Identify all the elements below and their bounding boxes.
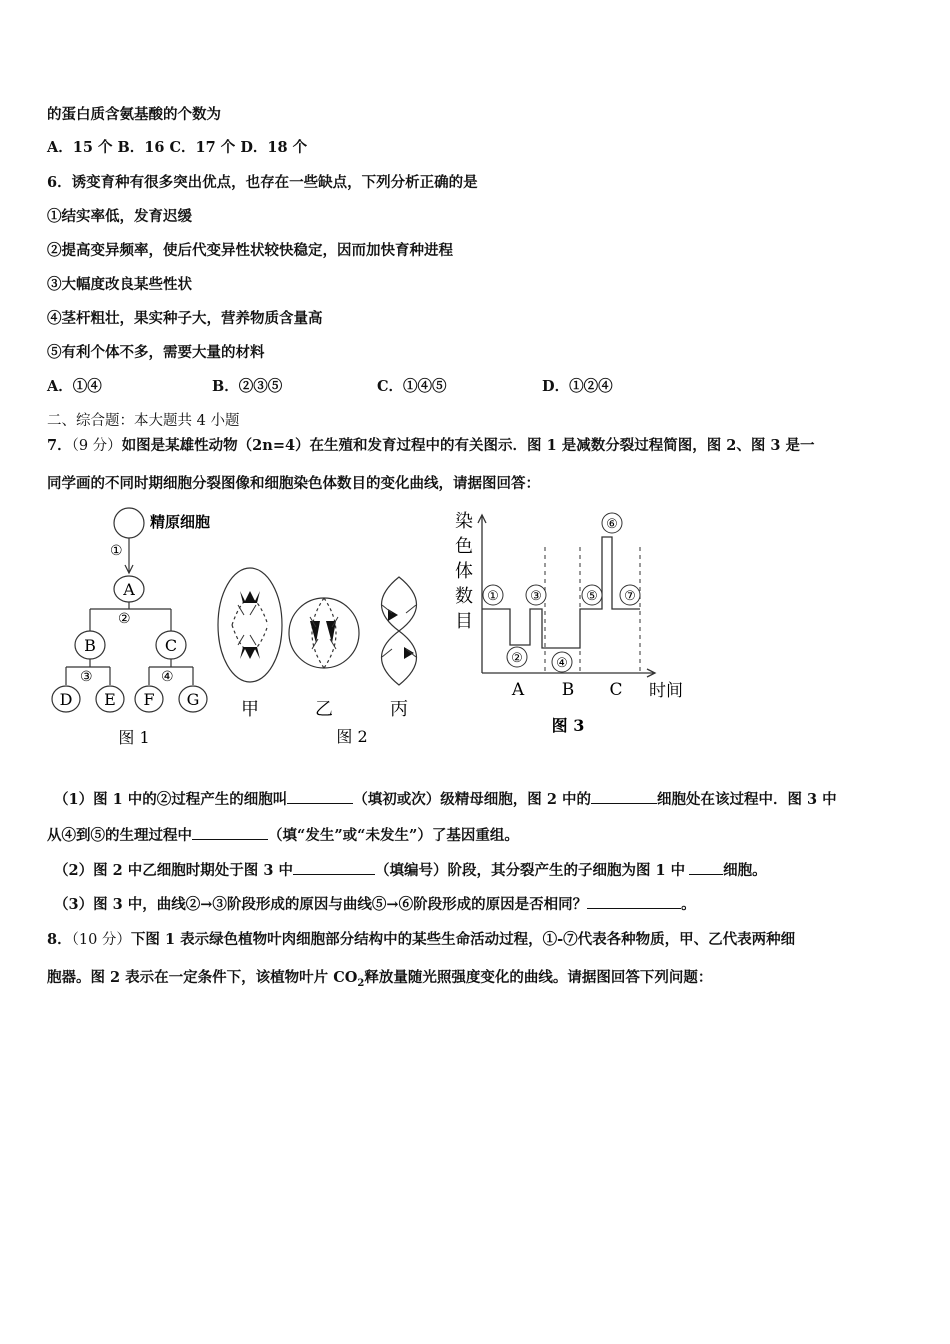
q7-score: （9 分） [71, 438, 122, 454]
tick-c-label: C [609, 680, 623, 700]
q5-options: A．15 个 B．16 C．17 个 D．18 个 [47, 139, 308, 156]
figure-1-title: 精原细胞 [150, 513, 211, 531]
node-f-label: F [143, 690, 155, 709]
q7-sub-2-text-a: （2）图 2 中乙细胞时期处于图 3 中 [54, 862, 293, 879]
q7-sub-2-text-b: （填编号）阶段，其分裂产生的子细胞为图 1 中 [374, 862, 686, 879]
q7-stem-line-1 [47, 434, 815, 455]
q6-stem: 6．诱变育种有很多突出优点，也存在一些缺点，下列分析正确的是 [47, 174, 478, 191]
cell-bing-label: 丙 [390, 699, 408, 720]
figure-2-cell-division-images [212, 565, 424, 755]
step-2-label: ② [118, 611, 131, 627]
q8-stem-text-2a: 胞器。图 2 表示在一定条件下，该植物叶片 CO [47, 969, 358, 986]
node-g-label: G [186, 690, 200, 709]
figure-2-caption: 图 2 [336, 727, 368, 746]
q7-sub-1-text-c: 细胞处在该过程中．图 3 中 [656, 791, 837, 808]
y-label-char-1: 染 [455, 511, 473, 532]
q7-sub-1-line-2 [47, 824, 519, 845]
figure-1-meiosis-diagram [44, 503, 224, 751]
q6-item-2: ②提高变异频率，使后代变异性状较快稳定，因而加快育种进程 [47, 242, 453, 259]
q6-item-5: ⑤有利个体不多，需要大量的材料 [47, 344, 265, 361]
q7-sub-1-line-1 [54, 788, 837, 809]
cell-yi [289, 598, 359, 668]
step-1-label: ① [110, 543, 123, 559]
node-b-label: B [84, 636, 96, 655]
step-3-label: ③ [80, 669, 93, 685]
q6-item-1: ①结实率低，发育迟缓 [47, 208, 192, 225]
q6-option-b: B．②③⑤ [212, 378, 283, 395]
node-a-label: A [123, 580, 135, 599]
q8-stem-line-2 [47, 966, 712, 989]
co2-subscript: 2 [357, 977, 365, 989]
y-label-char-5: 目 [455, 611, 473, 632]
segment-6-label: ⑥ [606, 517, 618, 532]
q7-sub-1-text-d: 从④到⑤的生理过程中 [47, 827, 192, 844]
figure-3-caption: 图 3 [551, 716, 585, 735]
segment-1-label: ① [487, 589, 499, 604]
cell-jia-label: 甲 [241, 699, 259, 720]
q7-stem-line-2: 同学画的不同时期细胞分裂图像和细胞染色体数目的变化曲线，请据图回答： [47, 475, 540, 492]
q7-stem-text-1: 如图是某雄性动物（2n=4）在生殖和发育过程中的有关图示．图 1 是减数分裂过程简图，图 2、图 3 是一 [121, 437, 815, 454]
q7-sub-3-line [54, 893, 696, 914]
segment-4-label: ④ [556, 656, 568, 671]
answer-blank-5[interactable] [689, 862, 723, 875]
q7-sub-1-text-a: （1）图 1 中的②过程产生的细胞叫 [54, 791, 288, 808]
answer-blank-4[interactable] [293, 862, 375, 875]
segment-5-label: ⑤ [586, 589, 598, 604]
q6-item-4: ④茎杆粗壮，果实种子大，营养物质含量高 [47, 310, 323, 327]
cell-yi-label: 乙 [315, 699, 333, 720]
q7-sub-1-text-e: （填“发生”或“未发生”）了基因重组。 [268, 827, 519, 844]
segment-2-label: ② [511, 651, 523, 666]
q7-sub-3-text-b: 。 [681, 896, 696, 913]
node-e-label: E [104, 690, 116, 709]
tick-b-label: B [561, 680, 575, 700]
tick-a-label: A [511, 680, 525, 700]
q8-number: 8． [47, 931, 72, 948]
q6-option-a: A．①④ [47, 378, 102, 395]
q7-sub-3-text-a: （3）图 3 中，曲线②→③阶段形成的原因与曲线⑤→⑥阶段形成的原因是否相同？ [54, 896, 588, 913]
q6-option-d: D．①②④ [542, 378, 613, 395]
section-2-heading: 二、综合题：本大题共 4 小题 [47, 413, 240, 429]
q8-stem-line-1 [47, 928, 795, 949]
figure-1-caption: 图 1 [118, 728, 150, 747]
step-4-label: ④ [161, 669, 174, 685]
node-c-label: C [164, 636, 178, 655]
figure-3-chromosome-curve [450, 505, 700, 745]
q8-score: （10 分） [71, 932, 131, 948]
q7-sub-2-line [54, 859, 767, 880]
chromosome-number-curve [482, 537, 640, 648]
q6-option-c: C．①④⑤ [377, 378, 447, 395]
q5-stem-tail: 的蛋白质含氨基酸的个数为 [47, 106, 221, 123]
spermatogonium-node [114, 508, 144, 538]
answer-blank-1[interactable] [287, 791, 353, 804]
y-label-char-4: 数 [455, 586, 473, 607]
node-d-label: D [59, 690, 73, 709]
segment-7-label: ⑦ [624, 589, 636, 604]
cell-bing [382, 577, 417, 685]
q7-sub-2-text-c: 细胞。 [723, 862, 767, 879]
q6-item-3: ③大幅度改良某些性状 [47, 276, 192, 293]
y-label-char-3: 体 [455, 561, 473, 582]
q8-stem-text-2b: 释放量随光照强度变化的曲线。请据图回答下列问题： [364, 969, 713, 986]
answer-blank-6[interactable] [587, 896, 681, 909]
q7-number: 7． [47, 437, 72, 454]
answer-blank-3[interactable] [192, 827, 268, 840]
y-label-char-2: 色 [455, 536, 473, 557]
cell-jia [218, 568, 282, 682]
q7-sub-1-text-b: （填初或次）级精母细胞，图 2 中的 [353, 791, 591, 808]
q8-stem-text-1: 下图 1 表示绿色植物叶肉细胞部分结构中的某些生命活动过程，①-⑦代表各种物质，甲、乙代表两种细 [130, 931, 796, 948]
segment-3-label: ③ [530, 589, 542, 604]
x-axis-label: 时间 [649, 681, 683, 701]
answer-blank-2[interactable] [591, 791, 657, 804]
